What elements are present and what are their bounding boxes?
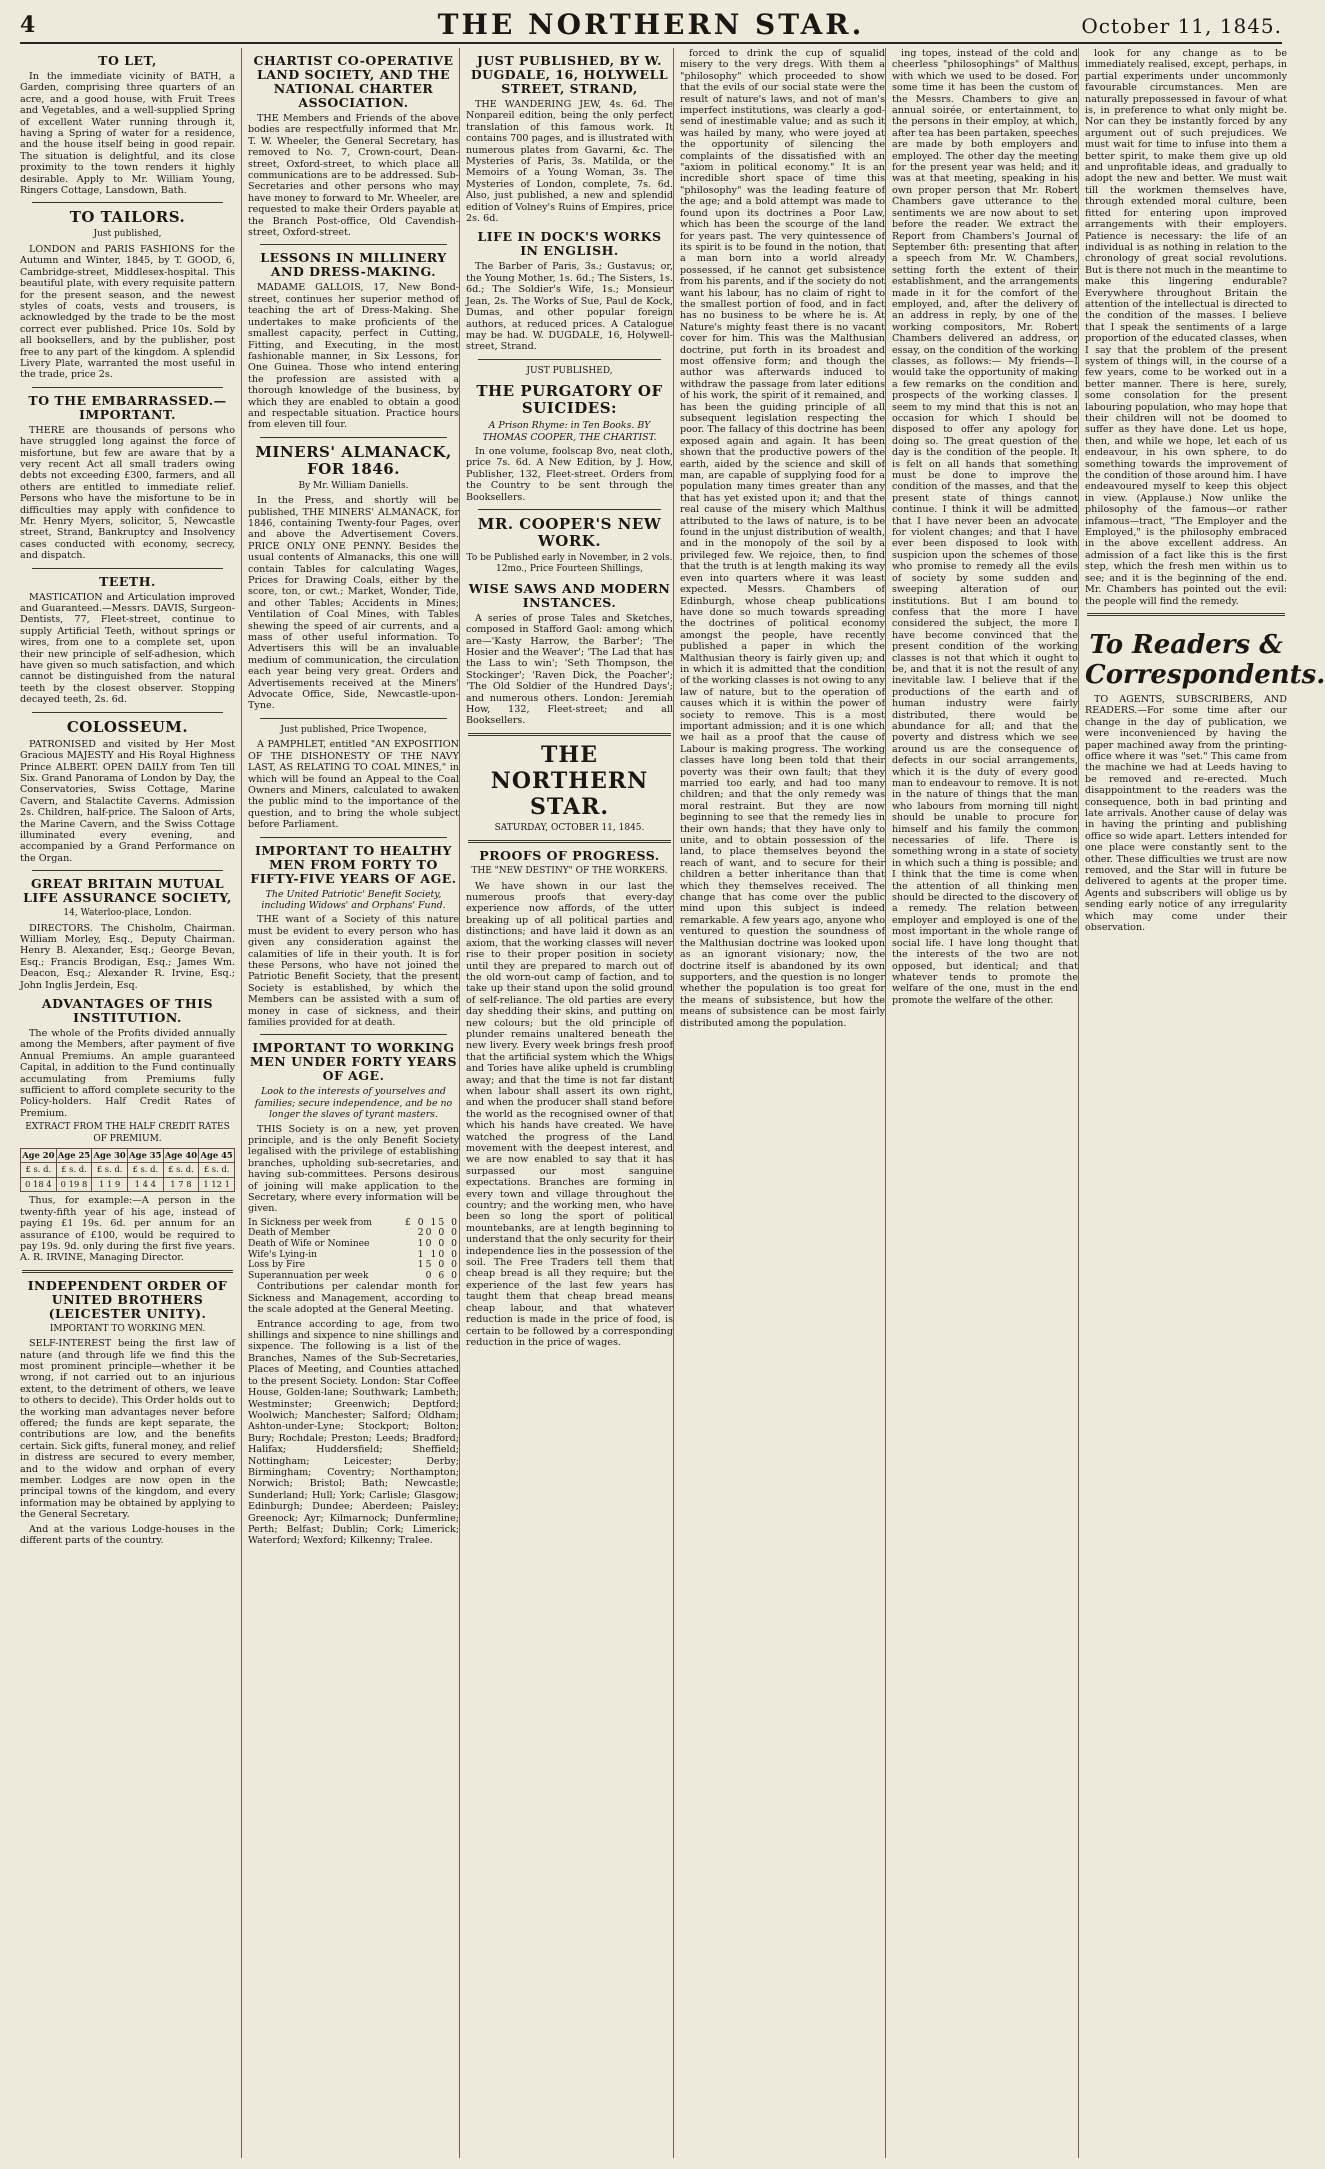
- ad-cooper: A series of prose Tales and Sketches, composed in Stafford Gaol: among which are—'Kasty Harrow, the Barber'; 'The Hosier and the Weaver'; 'The Lad that has the Lass to win'; 'Seth Thompson, the Stockinger'; 'Raven Dick, the Poacher'; 'The Old Soldier of the Hundred Days'; and numerous others. London: Jeremiah How, 132, Fleet-street; and all Booksellers.: [466, 612, 673, 727]
- united-brothers-agents: And at the various Lodge-houses in the different parts of the country.: [20, 1523, 235, 1547]
- heading-tailors: TO TAILORS.: [69, 208, 186, 227]
- benefit-label: In Sickness per week from: [248, 1216, 373, 1228]
- heading-working-men: IMPORTANT TO WORKING MEN UNDER FORTY YEARS OF AGE.: [249, 1040, 458, 1084]
- heading-millinery: LESSONS IN MILLINERY AND DRESS-MAKING.: [260, 250, 447, 280]
- divider: [32, 202, 223, 203]
- heading-purgatory: THE PURGATORY OF SUICIDES:: [476, 382, 663, 418]
- divider: [478, 509, 661, 510]
- divider: [32, 568, 223, 569]
- benefit-amount: 10 0 0: [417, 1238, 459, 1250]
- ad-fiction: The Barber of Paris, 3s.; Gustavus; or, the Young Mother, 1s. 6d.; The Sisters, 1s. 6d.; The Soldier's Wife, 1s.; Monsieur Jean, 2s. The Works of Sue, Paul de Kock, Dumas, and other popular foreign authors, at reduced prices. A Catalogue may be had. W. DUGDALE, 16, Holywell-street, Strand.: [466, 261, 673, 353]
- benefits-table: [248, 1218, 459, 1282]
- rates-header-cell: Age 35: [127, 1149, 163, 1163]
- heading-dugdale: JUST PUBLISHED, BY W. DUGDALE, 16, HOLYWELL STREET, STRAND,: [470, 53, 669, 96]
- benefit-amount: 0 6 0: [425, 1269, 459, 1281]
- leader-heading: PROOFS OF PROGRESS.: [479, 848, 660, 864]
- benefit-label: Loss by Fire: [248, 1259, 306, 1271]
- divider: [32, 387, 223, 388]
- heading-to-let: TO LET,: [98, 53, 157, 68]
- benefit-label: Superannuation per week: [248, 1269, 369, 1281]
- leader-continued: forced to drink the cup of squalid misery to the very dregs. With them a "philosophy" which proceeded to show that the evils of our social state were the result of nature's laws, and not of man's imperfect institutions, was clearly a god-send of inestimable value; and as such it was hailed by many, who were joyed at the opportunity of silencing the complaints of the dissatisfied with an "axiom in political economy." It is an incredible short space of time this "philosophy" was the leading feature of the age; and a bold attempt was made to found upon its doctrines a Poor Law, which has been the scourge of the land for years past. The very quintessence of its spirit is to be found in the notion, that a man born into a world already possessed, if he cannot get subsistence from his parents, and if the society do not want his labour, has no claim of right to the smallest portion of food, and in fact has no business to be where he is. At Nature's mighty feast there is no vacant cover for him. This was the Malthusian doctrine, put forth in its broadest and most offensive form; and though the author was afterwards induced to withdraw the passage from later editions of his work, the spirit of it remained, and has been the guiding principle of all subsequent legislation respecting the poor. The fallacy of this doctrine has been exposed again and again. It has been shown that the productive powers of the earth, aided by the science and skill of man, are capable of supplying food for a population many times greater than any that has yet existed upon it; and that the real cause of the misery which Malthus attributed to the laws of nature, is to be found in the unjust distribution of wealth, and in the monopoly of the soil by a privileged few. We rejoice, then, to find that the truth is at length making its way even into quarters where it was least expected. Messrs. Chambers of Edinburgh, whose cheap publications have done so much towards spreading the doctrines of political economy amongst the people, have recently published a paper in which the Malthusian theory is fairly given up; and in which it is admitted that the condition of the working classes is not owing to any law of nature, but to the operation of causes which it is within the power of society to remove. This is a most important admission; and it is one which we hail as a proof that the cause of Labour is making progress. The working classes have long been told that their poverty was their own fault; that they married too early, and had too many children; and that the only remedy was moral restraint. But they are now beginning to see that the remedy lies in their own hands; that they have only to unite, and to obtain possession of the land, to place themselves beyond the reach of want, and to secure for their children a better inheritance than that which they themselves received. The change that has come over the public mind upon this subject is indeed remarkable. A few years ago, anyone who ventured to question the soundness of the Malthusian doctrine was looked upon as an ignorant visionary; now, the doctrine itself is abandoned by its own supporters, and the question is no longer whether the population is too great for the means of subsistence, but how the means of subsistence can be most fairly distributed among the population.: [680, 48, 885, 1029]
- ad-miners-almanack: In the Press, and shortly will be published, THE MINERS' ALMANACK, for 1846, containing Twenty-four Pages, over and above the Advertisement Covers. PRICE ONLY ONE PENNY. Besides the usual contents of Almanacks, this one will contain Tables for calculating Wages, Prices for Drawing Coals, either by the score, ton, or cwt.; Market, Wonder, Tide, and other Tables; Accidents in Mines; Ventilation of Coal Mines, with Tables shewing the speed of air currents, and a mass of other useful information. To Advertisers this will be an invaluable medium of communication, the circulation each year being very great. Orders and Advertisements received at the Miners' Advocate Office, Side, Newcastle-upon-Tyne.: [248, 495, 459, 712]
- rates-cell: 0 18 4: [21, 1177, 57, 1191]
- divider: [468, 840, 671, 843]
- rates-cell: 1 12 1: [199, 1177, 235, 1191]
- rates-header-cell: Age 40: [163, 1149, 199, 1163]
- ad-colosseum: PATRONISED and visited by Her Most Gracious MAJESTY and His Royal Highness Prince ALBERT. OPEN DAILY from Ten till Six. Grand Panorama of London by Day, the Conservatories, Swiss Cottage, Marine Cavern, and Stalactite Caverns. Admission 2s. Children, half-price. The Saloon of Arts, the Marine Cavern, and the Swiss Cottage illuminated every evening, and accompanied by a Grand Performance on the Organ.: [20, 738, 235, 864]
- benefit-label: Death of Wife or Nominee: [248, 1238, 370, 1250]
- benefits-note: Contributions per calendar month for Sickness and Management, according to the scale adopted at the General Meeting.: [248, 1281, 459, 1316]
- chambers-address-continued: look for any change as to be immediately realised, except, perhaps, in partial experiments under uncommonly favourable circumstances. Men are naturally prepossessed in favour of what is, in preference to what only might be. Nor can they be instantly forced by any argument out of such prejudices. We must wait for time to infuse into them a better spirit, to make them give up old and unprofitable ideas, and gradually to adopt the new and better. We must wait till the workmen themselves have, through extended moral culture, been fitted for entering upon improved arrangements with their employers. Patience is necessary: the life of an individual is as nothing in relation to the chronology of great social revolutions. But is there not much in the meantime to make this lingering endurable? Everywhere throughout Britain the attention of the intellectual is directed to the condition of the masses. I believe that I speak the sentiments of a large proportion of the educated classes, when I say that the problem of the present system of things will, in the course of a few years, come to be worked out in a better manner. There is here, surely, some consolation for the present labouring population, who may hope that their children will not be doomed to suffer as they have done. Let us hope, then, and while we hope, let each of us endeavour, in his own sphere, to do something towards the improvement of the condition of those around him. I have endeavoured myself to keep this object in view. (Applause.) Now unlike the philosophy of the famous—or rather infamous—tract, "The Employer and the Employed," is the philosophy embraced in the above excellent address. An admission of a fact like this is the first step, which the fresh men within us to see; and it is the beginning of the end. Mr. Chambers has pointed out the evil: the people will find the remedy.: [1085, 48, 1287, 607]
- column-6: [1078, 48, 1325, 2158]
- issue-date: October 11, 1845.: [1081, 14, 1282, 38]
- pamphlet-subline: Just published, Price Twopence,: [280, 724, 427, 735]
- premium-rates-table: [20, 1148, 235, 1192]
- insurance-address: 14, Waterloo-place, London.: [63, 908, 192, 919]
- divider: [32, 712, 223, 713]
- almanack-author: By Mr. William Daniells.: [298, 480, 409, 491]
- rates-note: Thus, for example:—A person in the twenty-fifth year of his age, instead of paying £1 19s. 6d. per annum for an assurance of £100, would be required to pay 19s. 9d. only during the first five years. A. R. IRVINE, Managing Director.: [20, 1195, 235, 1264]
- column-4: [673, 48, 885, 2158]
- divider: [260, 437, 447, 438]
- divider: [478, 359, 661, 360]
- cooper-title: WISE SAWS AND MODERN INSTANCES.: [468, 580, 671, 610]
- paper-date: SATURDAY, OCTOBER 11, 1845.: [494, 822, 645, 833]
- leader-body: We have shown in our last the numerous proofs that every-day experience now affords, of the utter breaking up of all political parties and distinctions; and have laid it down as an axiom, that the working classes will never rise to their proper position in society until they are prepared to march out of the old worn-out camp of faction, and to take up their stand upon the solid ground of self-reliance. The old parties are every day shedding their skins, and putting on new colours; but the old principle of plunder remains unaltered beneath the new livery. Every week brings fresh proof that the artificial system which the Whigs and Tories have alike upheld is crumbling away; and that the time is not far distant when labour shall assert its own right, and when the producer shall stand before the world as the recognised owner of that which his hands have created. We have watched the progress of the Land movement with the deepest interest, and we are now enabled to say that it has surpassed our most sanguine expectations. Branches are forming in every town and village throughout the country; and the working men, who have been so long the sport of political mountebanks, are at length beginning to understand that the only security for their independence lies in the possession of the soil. The Free Traders tell them that cheap bread is all they require; but the experience of the last few years has taught them that cheap bread means cheap labour, and that whatever reduction is made in the price of food, is certain to be followed by a corresponding reduction in the price of wages.: [466, 880, 673, 1348]
- rates-header-cell: Age 45: [199, 1149, 235, 1163]
- ad-united-brothers: SELF-INTEREST being the first law of nature (and through life we find this the most prominent principle—whether it be wrong, if not carried out to an injurious extent, to the detriment of others, we leave to others to decide). This Order holds out to the working man advantages never before offered; the funds are kept separate, the contributions are low, and the benefits certain. Sick gifts, funeral money, and relief in distress are secured to every member, and to the widow and orphan of every member. Lodges are now open in the principal towns of the kingdom, and every information may be obtained by applying to the General Secretary.: [20, 1338, 235, 1521]
- divider: [32, 870, 223, 871]
- rates-cell: 1 4 4: [127, 1177, 163, 1191]
- united-brothers-subline: IMPORTANT TO WORKING MEN.: [49, 1323, 206, 1334]
- rates-cell: £ s. d.: [56, 1163, 92, 1177]
- rates-caption: EXTRACT FROM THE HALF CREDIT RATES OF PREMIUM.: [25, 1122, 230, 1144]
- ad-healthy-men: THE want of a Society of this nature must be evident to every person who has given any consideration against the calamities of life in their youth. It is for these Persons, who have not joined the Patriotic Benefit Society, that the present Society is established, by which the Members can be assisted with a sum of money in case of sickness, and their families provided for at death.: [248, 914, 459, 1028]
- readers-correspondents-heading: To Readers & Correspondents.: [1085, 629, 1325, 690]
- ad-millinery: MADAME GALLOIS, 17, New Bond-street, continues her superior method of teaching the art of Dress-Making. She undertakes to make proficients of the smallest capacity, perfect in Cutting, Fitting, and Executing, in the most fashionable manner, in Six Lessons, for One Guinea. Those who intend entering the profession are assisted with a thorough knowledge of the business, by which they are enabled to obtain a good and respectable situation. Practice hours from eleven till four.: [248, 282, 459, 431]
- benefit-amount: £ 0 15 0: [405, 1216, 459, 1228]
- ad-dugdale: THE WANDERING JEW, 4s. 6d. The Nonpareil edition, being the only perfect translation of this famous work. It contains 700 pages, and is illustrated with numerous plates from Gavarni, &c. The Mysteries of Paris, 3s. Matilda, or the Memoirs of a Young Woman, 3s. The Mysteries of London, complete, 7s. 6d. Also, just published, a new and splendid edition of Volney's Ruins of Empires, price 2s. 6d.: [466, 99, 673, 225]
- heading-land-society: CHARTIST CO-OPERATIVE LAND SOCIETY, AND THE NATIONAL CHARTER ASSOCIATION.: [253, 53, 454, 110]
- column-3: [459, 48, 673, 2158]
- heading-fiction: LIFE IN DOCK'S WORKS IN ENGLISH.: [477, 229, 662, 259]
- divider: [468, 733, 671, 736]
- ad-embarrassed: THERE are thousands of persons who have struggled long against the force of misfortune, but few are aware that by a very recent Act all small traders owing debts not exceeding £300, farmers, and all others are entitled to immediate relief. Persons who have the misfortune to be in difficulties may apply with confidence to Mr. Henry Myers, solicitor, 5, Newcastle street, Strand, Bankruptcy and Insolvency cases conducted with economy, secrecy, and dispatch.: [20, 424, 235, 562]
- ad-working-men: THIS Society is on a new, yet proven principle, and is the only Benefit Society legalised with the privilege of establishing branches, upholding sub-secretaries, and having sub-committees. Persons desirous of joining will make application to the Secretary, where every information will be given.: [248, 1123, 459, 1215]
- table-row: [21, 1177, 235, 1191]
- heading-teeth: TEETH.: [99, 573, 156, 589]
- rates-cell: 1 1 9: [92, 1177, 128, 1191]
- list-item: [248, 1271, 459, 1282]
- working-men-subline: Look to the interests of yourselves and families; secure independence, and be no longer the slaves of tyrant masters.: [254, 1086, 453, 1121]
- table-row: [21, 1163, 235, 1177]
- readers-notice: TO AGENTS, SUBSCRIBERS, AND READERS.—For some time after our change in the day of publication, we were inconvenienced by having the paper machined away from the printing-office where it was "set." This came from the machine we had at Leeds having to be removed and re-erected. Much disappointment to the readers was the consequence, both in bad printing and late arrivals. Another cause of delay was in having the printing and publishing office so wide apart. Letters intended for one place were constantly sent to the other. These difficulties we trust are now removed, and the Star will in future be delivered to agents at the proper time. Agents and subscribers will oblige us by sending early notice of any irregularity which may come under their observation.: [1085, 693, 1287, 934]
- heading-united-brothers: INDEPENDENT ORDER OF UNITED BROTHERS (LEICESTER UNITY).: [27, 1277, 228, 1321]
- masthead: [20, 8, 1282, 44]
- purgatory-subline: JUST PUBLISHED,: [526, 365, 613, 376]
- divider: [1087, 613, 1285, 616]
- heading-embarrassed: TO THE EMBARRASSED.—IMPORTANT.: [28, 392, 227, 422]
- rates-cell: £ s. d.: [163, 1163, 199, 1177]
- benefit-amount: 1 10 0: [417, 1248, 459, 1260]
- heading-advantages: ADVANTAGES OF THIS INSTITUTION.: [41, 996, 214, 1025]
- rates-cell: 1 7 8: [163, 1177, 199, 1191]
- rates-header-cell: Age 25: [56, 1149, 92, 1163]
- column-5: [885, 48, 1078, 2158]
- cooper-subline: To be Published early in November, in 2 vols. 12mo., Price Fourteen Shillings,: [466, 552, 673, 575]
- benefit-amount: 20 0 0: [417, 1227, 459, 1239]
- branches-list: Entrance according to age, from two shillings and sixpence to nine shillings and sixpence. The following is a list of the Branches, Names of the Sub-Secretaries, Places of Meeting, and Counties attached to the present Society. London: Star Coffee House, Golden-lane; Southwark; Lambeth; Westminster; Greenwich; Deptford; Woolwich; Manchester; Salford; Oldham; Ashton-under-Lyne; Stockport; Bolton; Bury; Rochdale; Preston; Leeds; Bradford; Halifax; Huddersfield; Sheffield; Nottingham; Leicester; Derby; Birmingham; Coventry; Northampton; Norwich; Bristol; Bath; Newcastle; Sunderland; Hull; York; Carlisle; Glasgow; Edinburgh; Dundee; Aberdeen; Paisley; Greenock; Ayr; Kilmarnock; Dunfermline; Perth; Belfast; Dublin; Cork; Limerick; Waterford; Wexford; Kilkenny; Tralee.: [248, 1318, 459, 1547]
- rates-cell: £ s. d.: [199, 1163, 235, 1177]
- notice-land-society: THE Members and Friends of the above bodies are respectfully informed that Mr. T. W. Wheeler, the General Secretary, has removed to No. 7, Crown-court, Dean-street, Oxford-street, to which place all communications are to be addressed. Sub-Secretaries and other persons who may have money to forward to Mr. Wheeler, are requested to make their Orders payable at the Branch Post-office, Old Cavendish-street, Oxford-street.: [248, 113, 459, 239]
- column-1: [20, 48, 235, 2158]
- purgatory-author: A Prison Rhyme: in Ten Books. BY THOMAS COOPER, THE CHARTIST.: [482, 420, 657, 443]
- rates-cell: £ s. d.: [21, 1163, 57, 1177]
- rates-cell: £ s. d.: [92, 1163, 128, 1177]
- benefit-amount: 15 0 0: [417, 1259, 459, 1271]
- heading-cooper: MR. COOPER'S NEW WORK.: [477, 514, 662, 550]
- ad-pamphlet: A PAMPHLET, entitled "AN EXPOSITION OF THE DISHONESTY OF THE NAVY LAST, AS RELATING TO COAL MINES," in which will be found an Appeal to the Coal Owners and Miners, calculated to awaken the public mind to the importance of the question, and to bring the whole subject before Parliament.: [248, 739, 459, 831]
- benefit-label: Wife's Lying-in: [248, 1248, 318, 1260]
- divider: [260, 1034, 447, 1035]
- divider: [260, 837, 447, 838]
- tailors-subline: Just published,: [93, 229, 162, 240]
- paper-nameplate: THE NORTHERN STAR.: [490, 741, 649, 820]
- insurance-advantages: The whole of the Profits divided annually among the Members, after payment of five Annual Premiums. An ample guaranteed Capital, in addition to the Fund continually accumulating from Premiums fully sufficient to afford complete security to the Policy-holders. Half Credit Rates of Premium.: [20, 1028, 235, 1119]
- heading-miners-almanack: MINERS' ALMANACK, FOR 1846.: [255, 442, 452, 478]
- ad-tailors: LONDON and PARIS FASHIONS for the Autumn and Winter, 1845, by T. GOOD, 6, Cambridge-street, Middlesex-hospital. This beautiful plate, with every requisite pattern for the present season, and the newest styles of coats, vests and trousers, is acknowledged by the trade to be the most correct ever published. Price 10s. Sold by all booksellers, and by the publisher, post free to any part of the kingdom. A splendid Livery Plate, warranted the most useful in the trade, price 2s.: [20, 243, 235, 381]
- rates-header-cell: Age 30: [92, 1149, 128, 1163]
- page-number: 4: [20, 12, 36, 38]
- divider: [260, 718, 447, 719]
- ad-teeth: MASTICATION and Articulation improved and Guaranteed.—Messrs. DAVIS, Surgeon-Dentists, 77, Fleet-street, continue to supply Artificial Teeth, without springs or wires, from one to a complete set, upon their new principle of self-adhesion, which have given so much satisfaction, and which cannot be distinguished from the natural teeth by the closest observer. Stopping decayed teeth, 2s. 6d.: [20, 591, 235, 706]
- heading-healthy-men: IMPORTANT TO HEALTHY MEN FROM FORTY TO FIFTY-FIVE YEARS OF AGE.: [250, 842, 457, 886]
- chambers-address: ing topes, instead of the cold and cheerless "philosophings" of Malthus with which we used to be dosed. For some time it has been the custom of the Messrs. Chambers to give an annual soirée, or entertainment, to the persons in their employ, at which, after tea has been partaken, speeches are made by both employers and employed. The other day the meeting for the present year was held; and it was at that meeting, speaking in his own proper person that Mr. Robert Chambers gave utterance to the sentiments we are now about to set before the reader. We extract the Report from Chambers's Journal of September 6th: presenting that after a speech from Mr. W. Chambers, setting forth the extent of their establishment, and the arrangements made in it for the comfort of the employed, and, after the delivery of an address in reply, by one of the working compositors, Mr. Robert Chambers delivered an address, or essay, on the condition of the working classes, as follows:— My friends—I would take the opportunity of making a few remarks on the condition and prospects of the working classes. I seem to my mind that this is not an occasion for which I should be disposed to offer any apology for doing so. The great question of the day is the condition of the people. It is felt on all hands that something must be done to improve the condition of the masses, and that the present state of things cannot continue. I think it will be admitted that I have never been an advocate for violent changes; and that I have ever been disposed to look with suspicion upon the schemes of those who promise to remedy all the evils of society by some sudden and sweeping alteration of our institutions. But I am bound to confess that the more I have considered the subject, the more I have become convinced that the present condition of the working classes is not that which it ought to be, and that it is not the result of any inevitable law. I believe that if the productions of the earth and of human industry were fairly distributed, there would be abundance for all; and that the poverty and distress which we see around us are the consequence of defects in our social arrangements, which it is the duty of every good man to endeavour to remove. It is not in the nature of things that the man who labours from morning till night should be unable to procure for himself and his family the common necessaries of life. There is something wrong in a state of society in which such a thing is possible; and I think that the time is come when the attention of all thinking men should be directed to the discovery of a remedy. The relation between employer and employed is one of the most important in the whole range of social life. I have long thought that the interests of the two are not opposed, but identical; and that whatever tends to promote the welfare of the one, must in the end promote the welfare of the other.: [892, 48, 1078, 1006]
- benefit-label: Death of Member: [248, 1227, 330, 1239]
- leader-subheading: THE "NEW DESTINY" OF THE WORKERS.: [471, 866, 668, 877]
- ad-purgatory: In one volume, foolscap 8vo, neat cloth, price 7s. 6d. A New Edition, by J. How, Publisher, 132, Fleet-street. Orders from the Country to be sent through the Booksellers.: [466, 445, 673, 503]
- newspaper-title: THE NORTHERN STAR.: [437, 8, 865, 41]
- rates-header-cell: Age 20: [21, 1149, 57, 1163]
- rates-cell: £ s. d.: [127, 1163, 163, 1177]
- rates-cell: 0 19 8: [56, 1177, 92, 1191]
- divider: [22, 1270, 233, 1273]
- column-2: [241, 48, 459, 2158]
- divider: [260, 244, 447, 245]
- ad-to-let: In the immediate vicinity of BATH, a Garden, comprising three quarters of an acre, and a good house, with Fruit Trees and Vegetables, and a well-supplied Spring of excellent Water running through it, having a Spring of water for a residence, and the house itself being in good repair. The situation is delightful, and its close proximity to the town renders it highly desirable. Apply to Mr. William Young, Ringers Cottage, Lansdown, Bath.: [20, 71, 235, 197]
- heading-insurance: GREAT BRITAIN MUTUAL LIFE ASSURANCE SOCIETY,: [23, 876, 232, 906]
- heading-colosseum: COLOSSEUM.: [66, 717, 189, 736]
- insurance-directors: DIRECTORS. The Chisholm, Chairman. William Morley, Esq., Deputy Chairman. Henry B. Alexander, Esq.; George Bevan, Esq.; Francis Brodigan, Esq.; James Wm. Deacon, Esq.; Alexander R. Irvine, Esq.; John Inglis Jerdein, Esq.: [20, 922, 235, 991]
- healthy-men-subline: The United Patriotic' Benefit Society, including Widows' and Orphans' Fund.: [261, 888, 446, 911]
